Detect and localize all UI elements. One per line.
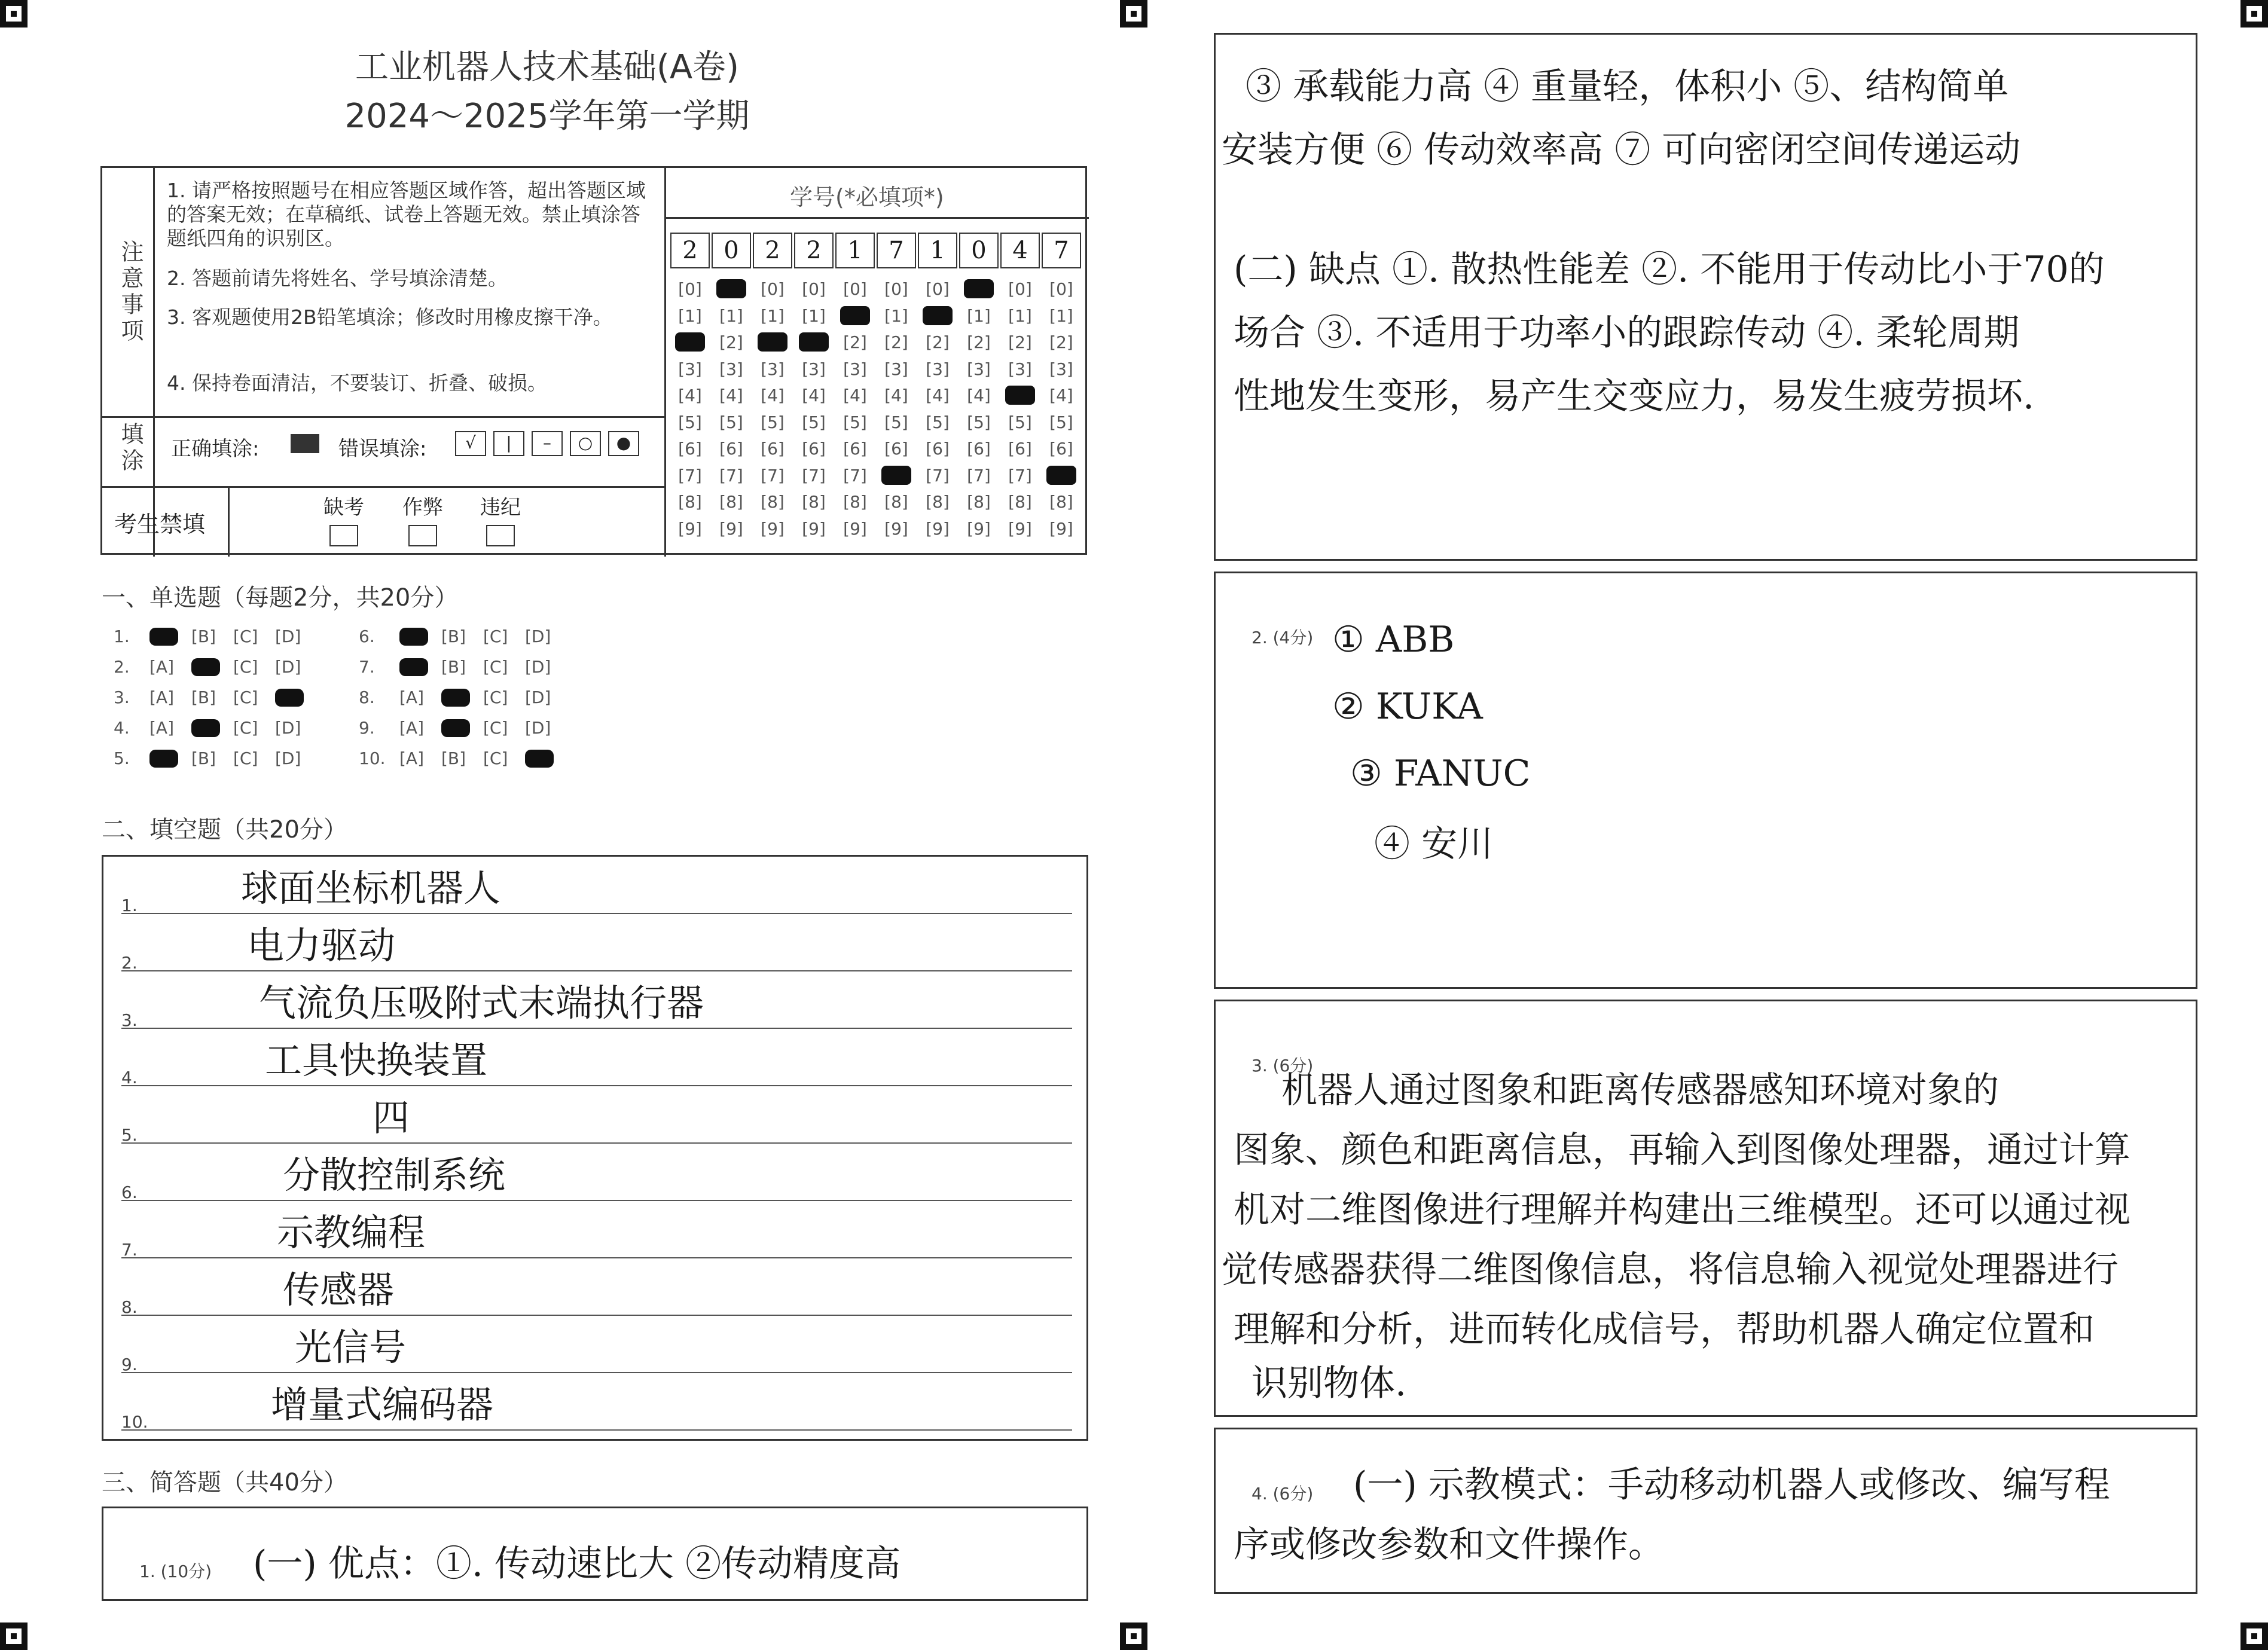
- corner-mark-bottom-right: [2240, 1622, 2268, 1650]
- mc-choice-bubble[interactable]: [C]: [233, 688, 258, 707]
- student-id-bubble[interactable]: [1]: [719, 305, 743, 326]
- q1-answer-line1: (一) 优点：①. 传动速比大 ②传动精度高: [253, 1543, 901, 1585]
- mc-choice-bubble[interactable]: [D]: [525, 718, 551, 738]
- student-id-bubble[interactable]: [8]: [1049, 492, 1073, 512]
- exam-title: 工业机器人技术基础(A卷): [355, 48, 739, 87]
- student-id-bubble[interactable]: [6]: [967, 439, 991, 459]
- student-id-bubble[interactable]: [6]: [1049, 439, 1073, 459]
- mc-choice-bubble[interactable]: [D]: [275, 748, 301, 768]
- student-id-bubble[interactable]: [758, 332, 787, 352]
- mc-question-number: 2.: [114, 657, 130, 677]
- mc-choice-bubble[interactable]: [C]: [233, 657, 258, 677]
- mc-choice-bubble[interactable]: [A]: [149, 688, 175, 707]
- q2-answer-1: ① ABB: [1332, 619, 1455, 661]
- mc-choice-bubble[interactable]: [A]: [399, 688, 425, 707]
- student-id-bubble[interactable]: [9]: [967, 518, 991, 539]
- student-id-bubble[interactable]: [4]: [719, 386, 743, 405]
- student-id-bubble[interactable]: [5]: [1008, 412, 1032, 432]
- fill-in-row: [121, 1316, 1072, 1373]
- student-id-bubble[interactable]: [7]: [678, 465, 702, 485]
- q3-line-4: 觉传感器获得二维图像信息，将信息输入视觉处理器进行: [1222, 1249, 2119, 1291]
- mc-question-number: 5.: [114, 748, 130, 768]
- mc-question-number: 10.: [359, 748, 386, 768]
- q4-line-1: (一) 示教模式：手动移动机器人或修改、编写程: [1353, 1464, 2110, 1506]
- student-id-bubble[interactable]: [8]: [967, 492, 991, 512]
- student-id-bubble[interactable]: [3]: [1008, 359, 1032, 379]
- mc-choice-bubble[interactable]: [D]: [525, 657, 551, 677]
- student-id-bubble[interactable]: [7]: [719, 465, 743, 485]
- fill-in-answer: 增量式编码器: [271, 1383, 494, 1426]
- student-id-bubble[interactable]: [9]: [884, 518, 908, 539]
- fill-label: 填涂: [117, 422, 144, 475]
- mc-choice-bubble[interactable]: [C]: [233, 627, 258, 646]
- student-id-bubble[interactable]: [6]: [802, 439, 826, 459]
- fill-in-number: 8.: [121, 1297, 138, 1317]
- fill-in-number: 5.: [121, 1125, 138, 1145]
- student-id-bubble[interactable]: [3]: [719, 359, 743, 379]
- forbidden-violation-box[interactable]: [486, 525, 515, 546]
- q2-answer-2: ② KUKA: [1332, 686, 1483, 728]
- student-id-digit: 1: [835, 233, 875, 268]
- q1-cont-3: (二) 缺点 ①. 散热性能差 ②. 不能用于传动比小于70的: [1234, 249, 2105, 291]
- corner-mark-top-left: [0, 0, 28, 28]
- q1-cont-2: 安装方便 ⑥ 传动效率高 ⑦ 可向密闭空间传递运动: [1222, 129, 2021, 171]
- fill-in-number: 3.: [121, 1010, 138, 1030]
- student-id-bubble[interactable]: [3]: [926, 359, 950, 379]
- corner-mark-top-right: [2240, 0, 2268, 28]
- mc-filled-bubble[interactable]: [191, 658, 220, 676]
- student-id-bubble[interactable]: [8]: [926, 492, 950, 512]
- fill-in-answer: 工具快换装置: [265, 1038, 488, 1082]
- student-id-bubble[interactable]: [5]: [719, 412, 743, 432]
- student-id-bubble[interactable]: [7]: [926, 465, 950, 485]
- q1-cont-4: 场合 ③. 不适用于功率小的跟踪传动 ④. 柔轮周期: [1234, 312, 2020, 354]
- mc-question-number: 8.: [359, 688, 375, 707]
- student-id-bubble[interactable]: [4]: [884, 386, 908, 405]
- fill-in-number: 10.: [121, 1412, 148, 1432]
- corner-mark-top-center: [1120, 0, 1147, 28]
- student-id-bubble[interactable]: [6]: [678, 439, 702, 459]
- mc-choice-bubble[interactable]: [A]: [399, 748, 425, 768]
- correct-fill-label: 正确填涂:: [171, 437, 260, 461]
- forbidden-absent: [323, 491, 364, 546]
- student-id-bubble[interactable]: [3]: [678, 359, 702, 379]
- mc-filled-bubble[interactable]: [441, 689, 470, 707]
- student-id-bubble[interactable]: [1046, 466, 1076, 485]
- q4-label: 4. (6分): [1251, 1484, 1314, 1504]
- mc-filled-bubble[interactable]: [399, 658, 428, 676]
- student-id-bubble[interactable]: [2]: [884, 332, 908, 352]
- student-id-bubble[interactable]: [8]: [843, 492, 867, 512]
- student-id-bubble[interactable]: [3]: [1049, 359, 1073, 379]
- student-id-bubble[interactable]: [1]: [884, 305, 908, 326]
- student-id-bubble[interactable]: [3]: [843, 359, 867, 379]
- student-id-bubble[interactable]: [8]: [884, 492, 908, 512]
- student-id-bubble[interactable]: [6]: [884, 439, 908, 459]
- student-id-bubble[interactable]: [7]: [761, 465, 785, 485]
- mc-choice-bubble[interactable]: [C]: [233, 718, 258, 738]
- student-id-digit: 0: [959, 233, 999, 268]
- student-id-bubble[interactable]: [6]: [926, 439, 950, 459]
- mc-choice-bubble[interactable]: [D]: [275, 627, 301, 646]
- mc-choice-bubble[interactable]: [A]: [149, 718, 175, 738]
- student-id-bubble[interactable]: [6]: [719, 439, 743, 459]
- forbidden-label: 考生禁填: [114, 511, 206, 537]
- q2-answer-4: ④ 安川: [1374, 823, 1494, 865]
- mc-choice-bubble[interactable]: [B]: [441, 627, 466, 646]
- wrong-mark-circle: ○: [570, 431, 601, 456]
- student-id-digit: 4: [1000, 233, 1040, 268]
- fill-in-row: [121, 1086, 1072, 1144]
- student-id-bubble[interactable]: [4]: [678, 386, 702, 405]
- mc-choice-bubble[interactable]: [C]: [483, 627, 508, 646]
- mc-choice-bubble[interactable]: [C]: [483, 657, 508, 677]
- student-id-digit: 7: [877, 233, 916, 268]
- student-id-bubble[interactable]: [8]: [1008, 492, 1032, 512]
- student-id-digit: 2: [753, 233, 792, 268]
- mc-choice-bubble[interactable]: [B]: [191, 748, 216, 768]
- mc-choice-bubble[interactable]: [B]: [191, 627, 216, 646]
- mc-choice-bubble[interactable]: [C]: [483, 718, 508, 738]
- q3-line-2: 图象、颜色和距离信息，再输入到图像处理器，通过计算: [1234, 1129, 2130, 1171]
- fill-in-answer: 球面坐标机器人: [241, 866, 501, 910]
- short-answer-q3-box: [1214, 1000, 2197, 1417]
- student-id-bubble[interactable]: [3]: [967, 359, 991, 379]
- correct-fill-sample: [291, 434, 319, 453]
- student-id-bubble[interactable]: [0]: [926, 279, 950, 299]
- student-id-bubble[interactable]: [9]: [802, 518, 826, 539]
- student-id-bubble[interactable]: [6]: [761, 439, 785, 459]
- student-id-digit: 1: [918, 233, 957, 268]
- student-id-bubble[interactable]: [0]: [884, 279, 908, 299]
- student-id-bubble[interactable]: [4]: [802, 386, 826, 405]
- mc-filled-bubble[interactable]: [399, 628, 428, 646]
- fill-in-answer: 电力驱动: [247, 924, 396, 967]
- student-id-bubble[interactable]: [2]: [967, 332, 991, 352]
- wrong-fill-samples: [455, 431, 639, 456]
- student-id-digit: 2: [670, 233, 710, 268]
- student-id-bubble[interactable]: [0]: [1008, 279, 1032, 299]
- student-id-bubble[interactable]: [1]: [678, 305, 702, 326]
- mc-choice-bubble[interactable]: [B]: [191, 688, 216, 707]
- mc-filled-bubble[interactable]: [441, 719, 470, 737]
- mc-choice-bubble[interactable]: [C]: [483, 748, 508, 768]
- student-id-bubble[interactable]: [3]: [761, 359, 785, 379]
- mc-filled-bubble[interactable]: [191, 719, 220, 737]
- forbidden-cheat-box[interactable]: [408, 525, 437, 546]
- student-id-bubble[interactable]: [8]: [678, 492, 702, 512]
- student-id-bubble[interactable]: [8]: [719, 492, 743, 512]
- student-id-bubble[interactable]: [9]: [926, 518, 950, 539]
- q1-cont-5: 性地发生变形，易产生交变应力，易发生疲劳损坏.: [1234, 375, 2035, 417]
- student-id-bubble[interactable]: [0]: [843, 279, 867, 299]
- fill-in-row: [121, 1201, 1072, 1258]
- student-id-bubble[interactable]: [9]: [719, 518, 743, 539]
- student-id-bubble[interactable]: [2]: [843, 332, 867, 352]
- student-id-bubble[interactable]: [5]: [967, 412, 991, 432]
- mc-choice-bubble[interactable]: [C]: [483, 688, 508, 707]
- q3-line-3: 机对二维图像进行理解并构建出三维模型。还可以通过视: [1234, 1189, 2130, 1231]
- short-answer-q1-continued-box: [1214, 33, 2197, 561]
- fill-in-answer: 四: [373, 1096, 410, 1139]
- student-id-bubble[interactable]: [4]: [967, 386, 991, 405]
- student-id-bubble[interactable]: [0]: [678, 279, 702, 299]
- corner-mark-bottom-center: [1120, 1622, 1147, 1650]
- fill-in-row: [121, 1373, 1072, 1431]
- fill-in-answer: 光信号: [295, 1325, 407, 1369]
- student-id-bubble[interactable]: [5]: [1049, 412, 1073, 432]
- forbidden-violation: [480, 491, 521, 546]
- short-answer-q1-box: [102, 1507, 1088, 1601]
- forbidden-absent-label: 缺考: [323, 496, 364, 520]
- mc-question-number: 6.: [359, 627, 375, 646]
- mc-choice-bubble[interactable]: [B]: [441, 748, 466, 768]
- student-id-bubble[interactable]: [7]: [802, 465, 826, 485]
- mc-question-number: 9.: [359, 718, 375, 738]
- fill-in-row: [121, 1029, 1072, 1086]
- notice-label: 注意事项: [117, 240, 144, 345]
- student-id-bubble[interactable]: [7]: [967, 465, 991, 485]
- student-id-bubble[interactable]: [964, 279, 994, 298]
- student-id-bubble[interactable]: [0]: [802, 279, 826, 299]
- notice-3: 3. 客观题使用2B铅笔填涂；修改时用橡皮擦干净。: [167, 305, 613, 329]
- student-id-bubble[interactable]: [3]: [884, 359, 908, 379]
- fill-in-number: 4.: [121, 1068, 138, 1087]
- fill-in-row: [121, 971, 1072, 1029]
- section1-title: 一、单选题（每题2分，共20分）: [102, 584, 459, 612]
- mc-question-number: 7.: [359, 657, 375, 677]
- fill-in-row: [121, 857, 1072, 914]
- student-id-bubble[interactable]: [716, 279, 746, 298]
- student-id-title: 学号(*必填项*): [790, 184, 944, 210]
- fill-in-answer: 传感器: [283, 1268, 395, 1312]
- student-id-bubble[interactable]: [6]: [843, 439, 867, 459]
- forbidden-cheat-label: 作弊: [402, 496, 443, 520]
- student-id-bubble[interactable]: [5]: [884, 412, 908, 432]
- student-id-bubble[interactable]: [9]: [678, 518, 702, 539]
- notice-1: 1. 请严格按照题号在相应答题区域作答，超出答题区域的答案无效；在草稿纸、试卷上答题无效。禁止填涂答题纸四角的识别区。: [167, 179, 646, 250]
- fill-in-answer: 气流负压吸附式末端执行器: [259, 981, 704, 1025]
- student-id-bubble[interactable]: [923, 306, 953, 325]
- mc-question-number: 3.: [114, 688, 130, 707]
- q3-line-6: 识别物体.: [1251, 1362, 1407, 1404]
- mc-choice-bubble[interactable]: [C]: [233, 748, 258, 768]
- student-id-bubble[interactable]: [1]: [802, 305, 826, 326]
- student-id-bubble[interactable]: [0]: [761, 279, 785, 299]
- fill-in-box: [102, 855, 1088, 1441]
- student-id-digit: 7: [1042, 233, 1081, 268]
- mc-choice-bubble[interactable]: [D]: [525, 688, 551, 707]
- mc-choice-bubble[interactable]: [A]: [149, 657, 175, 677]
- student-id-bubble[interactable]: [4]: [761, 386, 785, 405]
- section2-title: 二、填空题（共20分）: [102, 816, 347, 844]
- fill-in-number: 7.: [121, 1240, 138, 1260]
- student-id-bubble[interactable]: [8]: [761, 492, 785, 512]
- mc-filled-bubble[interactable]: [149, 628, 178, 646]
- wrong-fill-label: 错误填涂:: [338, 437, 427, 461]
- student-id-bubble[interactable]: [799, 332, 829, 352]
- student-id-bubble[interactable]: [1005, 386, 1035, 405]
- student-id-bubble[interactable]: [0]: [1049, 279, 1073, 299]
- forbidden-violation-label: 违纪: [480, 496, 521, 520]
- short-answer-q2-box: [1214, 572, 2197, 989]
- wrong-mark-bar: |: [493, 431, 524, 456]
- student-id-bubble[interactable]: [3]: [802, 359, 826, 379]
- student-id-bubble[interactable]: [2]: [719, 332, 743, 352]
- mc-choice-bubble[interactable]: [A]: [399, 718, 425, 738]
- fill-in-row: [121, 1258, 1072, 1316]
- corner-mark-bottom-left: [0, 1622, 28, 1650]
- student-id-bubble[interactable]: [675, 332, 705, 352]
- q2-answer-3: ③ FANUC: [1350, 753, 1531, 795]
- q3-label: 3. (6分): [1251, 1056, 1314, 1075]
- student-id-bubble[interactable]: [7]: [843, 465, 867, 485]
- fill-in-number: 6.: [121, 1182, 138, 1202]
- exam-term: 2024～2025学年第一学期: [344, 97, 750, 136]
- q1-label: 1. (10分): [139, 1562, 212, 1581]
- fill-in-row: [121, 914, 1072, 971]
- q4-line-2: 序或修改参数和文件操作。: [1234, 1524, 1664, 1566]
- student-id-bubble[interactable]: [5]: [761, 412, 785, 432]
- q1-cont-1: ③ 承载能力高 ④ 重量轻，体积小 ⑤、结构简单: [1246, 66, 2009, 108]
- student-id-bubble[interactable]: [1]: [1049, 305, 1073, 326]
- student-id-bubble[interactable]: [2]: [1049, 332, 1073, 352]
- notice-4: 4. 保持卷面清洁，不要装订、折叠、破损。: [167, 371, 547, 395]
- student-id-bubble[interactable]: [4]: [843, 386, 867, 405]
- student-id-bubble[interactable]: [2]: [926, 332, 950, 352]
- student-id-bubble[interactable]: [840, 306, 870, 325]
- student-id-bubble[interactable]: [881, 466, 911, 485]
- student-id-digit: 2: [794, 233, 834, 268]
- q2-label: 2. (4分): [1251, 628, 1314, 647]
- mc-choice-bubble[interactable]: [D]: [525, 627, 551, 646]
- q3-line-1: 机器人通过图象和距离传感器感知环境对象的: [1281, 1070, 1999, 1111]
- student-id-bubble[interactable]: [5]: [802, 412, 826, 432]
- fill-in-row: [121, 1144, 1072, 1201]
- student-id-bubble[interactable]: [1]: [967, 305, 991, 326]
- mc-filled-bubble[interactable]: [525, 750, 554, 768]
- fill-in-number: 9.: [121, 1355, 138, 1374]
- student-id-bubble[interactable]: [5]: [926, 412, 950, 432]
- section3-title: 三、简答题（共40分）: [102, 1469, 347, 1496]
- notice-2: 2. 答题前请先将姓名、学号填涂清楚。: [167, 267, 508, 290]
- student-id-bubble[interactable]: [9]: [1049, 518, 1073, 539]
- fill-in-number: 1.: [121, 896, 138, 915]
- fill-in-answer: 示教编程: [277, 1211, 426, 1254]
- mc-choice-bubble[interactable]: [D]: [275, 718, 301, 738]
- mc-question-number: 1.: [114, 627, 130, 646]
- wrong-mark-check: √: [455, 431, 486, 456]
- wrong-mark-dash: –: [532, 431, 563, 456]
- student-id-bubble[interactable]: [9]: [843, 518, 867, 539]
- student-id-bubble[interactable]: [7]: [1008, 465, 1032, 485]
- student-id-bubble[interactable]: [9]: [761, 518, 785, 539]
- student-id-bubble[interactable]: [4]: [926, 386, 950, 405]
- mc-filled-bubble[interactable]: [149, 750, 178, 768]
- header-table: [100, 166, 1087, 555]
- student-id-bubble[interactable]: [5]: [678, 412, 702, 432]
- student-id-bubble[interactable]: [8]: [802, 492, 826, 512]
- student-id-bubble[interactable]: [9]: [1008, 518, 1032, 539]
- student-id-bubble[interactable]: [6]: [1008, 439, 1032, 459]
- student-id-digit: 0: [712, 233, 751, 268]
- mc-choice-bubble[interactable]: [B]: [441, 657, 466, 677]
- short-answer-q4-box: [1214, 1428, 2197, 1594]
- student-id-bubble[interactable]: [1]: [1008, 305, 1032, 326]
- q3-line-5: 理解和分析，进而转化成信号，帮助机器人确定位置和: [1234, 1309, 2095, 1350]
- student-id-bubble[interactable]: [2]: [1008, 332, 1032, 352]
- forbidden-absent-box[interactable]: [329, 525, 358, 546]
- mc-choice-bubble[interactable]: [D]: [275, 657, 301, 677]
- student-id-bubble[interactable]: [4]: [1049, 386, 1073, 405]
- student-id-bubble[interactable]: [5]: [843, 412, 867, 432]
- fill-in-answer: 分散控制系统: [283, 1153, 506, 1197]
- mc-question-number: 4.: [114, 718, 130, 738]
- mc-filled-bubble[interactable]: [275, 689, 304, 707]
- wrong-mark-dot: ●: [608, 431, 639, 456]
- student-id-bubble[interactable]: [1]: [761, 305, 785, 326]
- forbidden-cheat: [402, 491, 443, 546]
- fill-in-number: 2.: [121, 953, 138, 973]
